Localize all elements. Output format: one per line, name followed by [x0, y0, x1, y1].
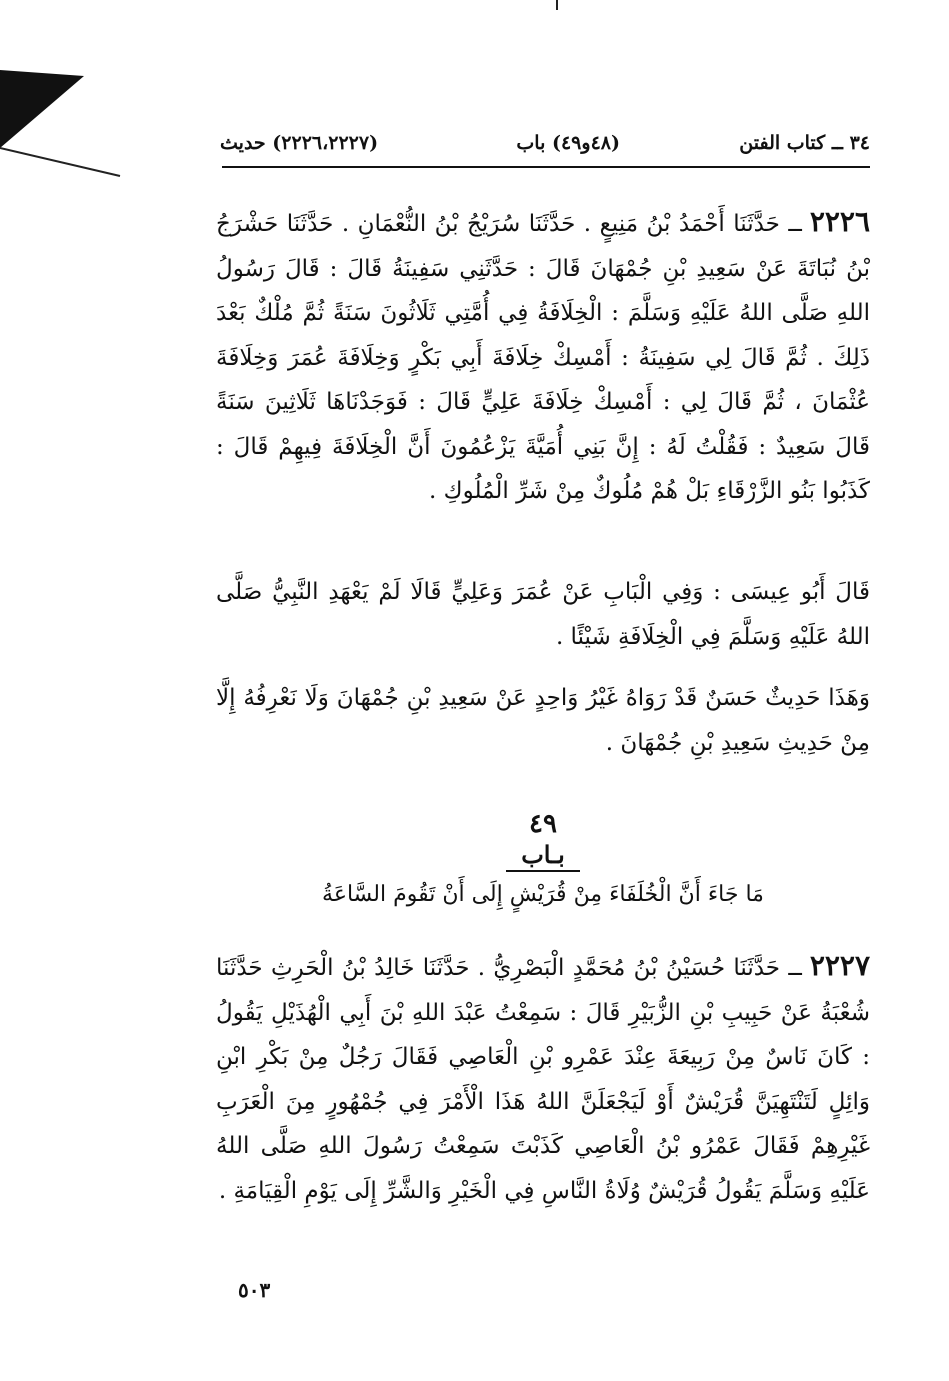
chapter-label: بـاب: [521, 840, 565, 869]
chapter-heading: [216, 808, 870, 912]
commentary-abu-isa: قَالَ أَبُو عِيسَى : وَفِي الْبَابِ عَنْ عُمَرَ وَعَلِيٍّ قَالَا لَمْ يَعْهَدِ النَّبِيُّ صَلَّى اللهُ عَلَيْهِ وَسَلَّمَ فِي الْخِلَافَةِ شَيْئًا .: [216, 579, 870, 650]
hadith-2227: [216, 944, 870, 1213]
header-book-title: ٣٤ ــ كتاب الفتن: [739, 132, 870, 154]
chapter-title: مَا جَاءَ أَنَّ الْخُلَفَاءَ مِنْ قُرَيْشٍ إِلَى أَنْ تَقُومَ السَّاعَةُ: [322, 882, 764, 907]
scan-top-tick: [556, 0, 558, 10]
scan-corner-artifact: [0, 70, 130, 180]
chapter-number: ٤٩: [529, 809, 557, 839]
hadith-text: ــ حَدَّثَنَا أَحْمَدُ بْنُ مَنِيعٍ . حَدَّثَنَا سُرَيْجُ بْنُ النُّعْمَانِ . حَدَّثَنَا حَشْرَجُ بْنُ نُبَاتَةَ عَنْ سَعِيدِ بْنِ جُمْهَانَ قَالَ : حَدَّثَنِي سَفِينَةُ قَالَ : قَالَ رَسُولُ اللهِ صَلَّى اللهُ عَلَيْهِ وَسَلَّمَ : الْخِلَافَةُ فِي أُمَّتِي ثَلَاثُونَ سَنَةً ثُمَّ مُلْكٌ بَعْدَ ذَلِكَ . ثُمَّ قَالَ لِي سَفِينَةُ : أَمْسِكْ خِلَافَةَ أَبِي بَكْرٍ وَخِلَافَةَ عُمَرَ وَخِلَافَةَ عُثْمَانَ ، ثُمَّ قَالَ لِي : أَمْسِكْ خِلَافَةَ عَلِيٍّ قَالَ : فَوَجَدْنَاهَا ثَلَاثِينَ سَنَةً قَالَ سَعِيدٌ : فَقُلْتُ لَهُ : إِنَّ بَنِي أُمَيَّةَ يَزْعُمُونَ أَنَّ الْخِلَافَةَ فِيهِمْ قَالَ : كَذَبُوا بَنُو الزَّرْقَاءِ بَلْ هُمْ مُلُوكٌ مِنْ شَرِّ الْمُلُوكِ .: [216, 211, 870, 504]
commentary-hadith-grade: وَهَذَا حَدِيثٌ حَسَنٌ قَدْ رَوَاهُ غَيْرُ وَاحِدٍ عَنْ سَعِيدِ بْنِ جُمْهَانَ وَلَا نَعْرِفُهُ إِلَّا مِنْ حَدِيثِ سَعِيدِ بْنِ جُمْهَانَ .: [216, 685, 870, 756]
hadith-2226: [216, 200, 870, 514]
header-rule: [222, 166, 870, 168]
header-chapter-range: (٤٨و٤٩) باب: [516, 132, 620, 154]
hadith-text: ــ حَدَّثَنَا حُسَيْنُ بْنُ مُحَمَّدٍ الْبَصْرِيُّ . حَدَّثَنَا خَالِدُ بْنُ الْحَرِثِ حَدَّثَنَا شُعْبَةُ عَنْ حَبِيبِ بْنِ الزُّبَيْرِ قَالَ : سَمِعْتُ عَبْدَ اللهِ بْنَ أَبِي الْهُذَيْلِ يَقُولُ : كَانَ نَاسٌ مِنْ رَبِيعَةَ عِنْدَ عَمْرِو بْنِ الْعَاصِي فَقَالَ رَجُلٌ مِنْ بَكْرِ ابْنِ وَائِلٍ لَتَنْتَهِيَنَّ قُرَيْشٌ أَوْ لَيَجْعَلَنَّ اللهُ هَذَا الْأَمْرَ فِي جُمْهُورٍ مِنَ الْعَرَبِ غَيْرِهِمْ فَقَالَ عَمْرُو بْنُ الْعَاصِي كَذَبْتَ سَمِعْتُ رَسُولَ اللهِ صَلَّى اللهُ عَلَيْهِ وَسَلَّمَ يَقُولُ قُرَيْشٌ وُلَاةُ النَّاسِ فِي الْخَيْرِ وَالشَّرِّ إِلَى يَوْمِ الْقِيَامَةِ .: [216, 955, 870, 1204]
hadith-number: ٢٢٢٦: [809, 205, 870, 238]
chapter-label-underline: [506, 870, 580, 872]
hadith-number: ٢٢٢٧: [809, 949, 870, 982]
page-number: ٥٠٣: [238, 1278, 271, 1302]
running-header: [220, 128, 870, 162]
header-hadith-range: (٢٢٢٦،٢٢٢٧) حديث: [220, 132, 379, 154]
